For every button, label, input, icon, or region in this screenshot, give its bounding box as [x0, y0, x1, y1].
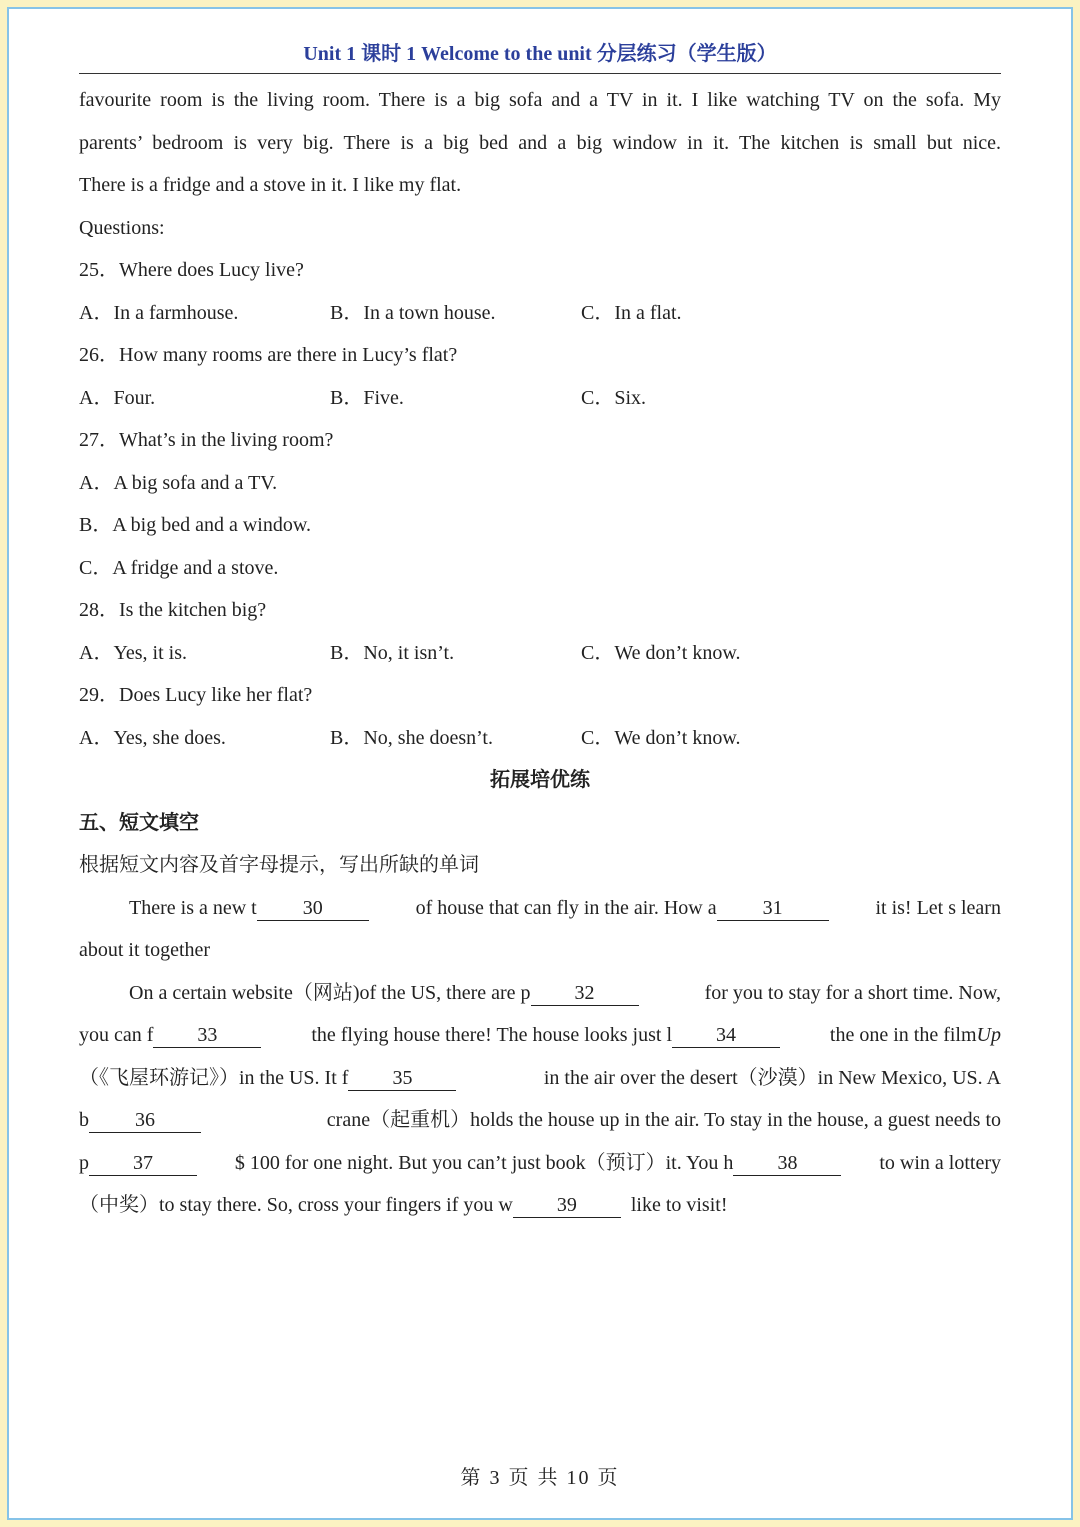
q29-option-b: B．No, she doesn’t. [330, 726, 493, 749]
header-title: Unit 1 课时 1 Welcome to the unit 分层练习（学生版） [303, 43, 777, 65]
q29-option-c: C．We don’t know. [581, 726, 741, 749]
fill-text [79, 1057, 460, 1100]
passage-text: favourite room is the living room. There is a big sofa and a TV in it. I like watching TV on the sofa. My [79, 89, 1001, 111]
questions-label: Questions: [79, 216, 165, 239]
passage-line-3: There is a fridge and a stove in it. I like my flat. [79, 174, 462, 196]
fill-text-segment: There is a new t [129, 896, 257, 919]
fill-line-7 [79, 1142, 1001, 1185]
q25-option-c: C．In a flat. [581, 301, 682, 324]
film-title: Up [976, 1024, 1001, 1046]
fill-line-1 [79, 887, 1001, 930]
q26-option-a: A．Four. [79, 386, 156, 409]
fill-text-segment: $ 100 for one night. But you can’t just book（预订）it. You h [234, 1151, 734, 1174]
fill-text [311, 1014, 784, 1057]
fill-text-segment: in the air over the desert（沙漠）in New Mexico, US. A [543, 1066, 1001, 1089]
fill-text [79, 1014, 265, 1057]
passage-line-1 [79, 79, 1001, 122]
q27-option-b: B．A big bed and a window. [79, 514, 312, 536]
fill-text-segment: （《飞屋环游记》）in the US. It f [79, 1066, 349, 1089]
blank-36[interactable]: 36 [89, 1108, 201, 1133]
fill-line-4 [79, 1014, 1001, 1057]
fill-text-segment: crane（起重机）holds the house up in the air. To stay in the house, a guest needs to [326, 1109, 1001, 1131]
passage-text: parents’ bedroom is very big. There is a big bed and a big window in it. The kitchen is small but nice. [79, 131, 1001, 154]
fill-text [235, 1142, 846, 1185]
fill-line-5 [79, 1057, 1001, 1100]
q28-options [79, 632, 1001, 675]
fill-text-segment: to win a lottery [879, 1151, 1001, 1174]
blank-33[interactable]: 33 [153, 1023, 261, 1048]
fill-line-6 [79, 1099, 1001, 1142]
q28-option-b: B．No, it isn’t. [330, 641, 455, 664]
fill-text-segment: p [79, 1151, 89, 1174]
q25-options [79, 292, 1001, 335]
part5-instruction: 根据短文内容及首字母提示，写出所缺的单词 [79, 854, 479, 876]
blank-35[interactable]: 35 [348, 1066, 456, 1091]
fill-text-segment: the flying house there! The house looks just l [311, 1024, 672, 1046]
section-title: 拓展培优练 [490, 769, 590, 791]
fill-text [79, 1142, 201, 1185]
q28-stem: 28．Is the kitchen big? [79, 599, 267, 621]
q26-option-c: C．Six. [581, 386, 647, 409]
q29-stem: 29．Does Lucy like her flat? [79, 684, 313, 706]
fill-text-segment: （中奖）to stay there. So, cross your fingers if you w [79, 1194, 513, 1216]
fill-line-3 [79, 972, 1001, 1015]
fill-text-segment: On a certain website（网站)of the US, there are p [129, 981, 531, 1004]
fill-line-8 [79, 1184, 1001, 1227]
q29-options [79, 717, 1001, 760]
part5-title: 五、短文填空 [79, 811, 199, 834]
fill-text [416, 887, 833, 930]
blank-38[interactable]: 38 [733, 1151, 841, 1176]
fill-text-segment: of house that can fly in the air. How a [415, 896, 717, 919]
fill-text-segment: you can f [79, 1024, 154, 1046]
q28-option-a: A．Yes, it is. [79, 641, 187, 664]
fill-text-segment: the one in the film [829, 1024, 977, 1046]
q26-stem: 26．How many rooms are there in Lucy’s flat? [79, 344, 458, 366]
passage-line-2 [79, 122, 1001, 165]
blank-37[interactable]: 37 [89, 1151, 197, 1176]
blank-32[interactable]: 32 [531, 981, 639, 1006]
q26-option-b: B．Five. [330, 386, 404, 409]
fill-text-segment: b [79, 1109, 89, 1131]
fill-line-2: about it together [79, 939, 211, 961]
q29-option-a: A．Yes, she does. [79, 726, 226, 749]
fill-text [79, 1099, 205, 1142]
q25-stem: 25．Where does Lucy live? [79, 259, 304, 281]
q25-option-b: B．In a town house. [330, 301, 496, 324]
fill-text-segment: like to visit! [630, 1194, 728, 1216]
q27-option-c: C．A fridge and a stove. [79, 556, 279, 579]
fill-text [129, 972, 643, 1015]
fill-text [129, 887, 373, 930]
q26-options [79, 377, 1001, 420]
blank-30[interactable]: 30 [257, 896, 369, 921]
fill-text-segment: for you to stay for a short time. Now, [704, 981, 1001, 1004]
q28-option-c: C．We don’t know. [581, 641, 741, 664]
fill-text-segment: it is! Let s learn [875, 896, 1001, 919]
page [7, 7, 1073, 1520]
blank-34[interactable]: 34 [672, 1023, 780, 1048]
q27-stem: 27．What’s in the living room? [79, 429, 334, 451]
blank-31[interactable]: 31 [717, 896, 829, 921]
q27-option-a: A．A big sofa and a TV. [79, 471, 278, 494]
q25-option-a: A．In a farmhouse. [79, 301, 239, 324]
page-content [79, 79, 1001, 1227]
blank-39[interactable]: 39 [513, 1193, 621, 1218]
page-footer: 第 3 页 共 10 页 [460, 1467, 620, 1489]
page-header [79, 33, 1001, 74]
fill-text [830, 1014, 1001, 1057]
